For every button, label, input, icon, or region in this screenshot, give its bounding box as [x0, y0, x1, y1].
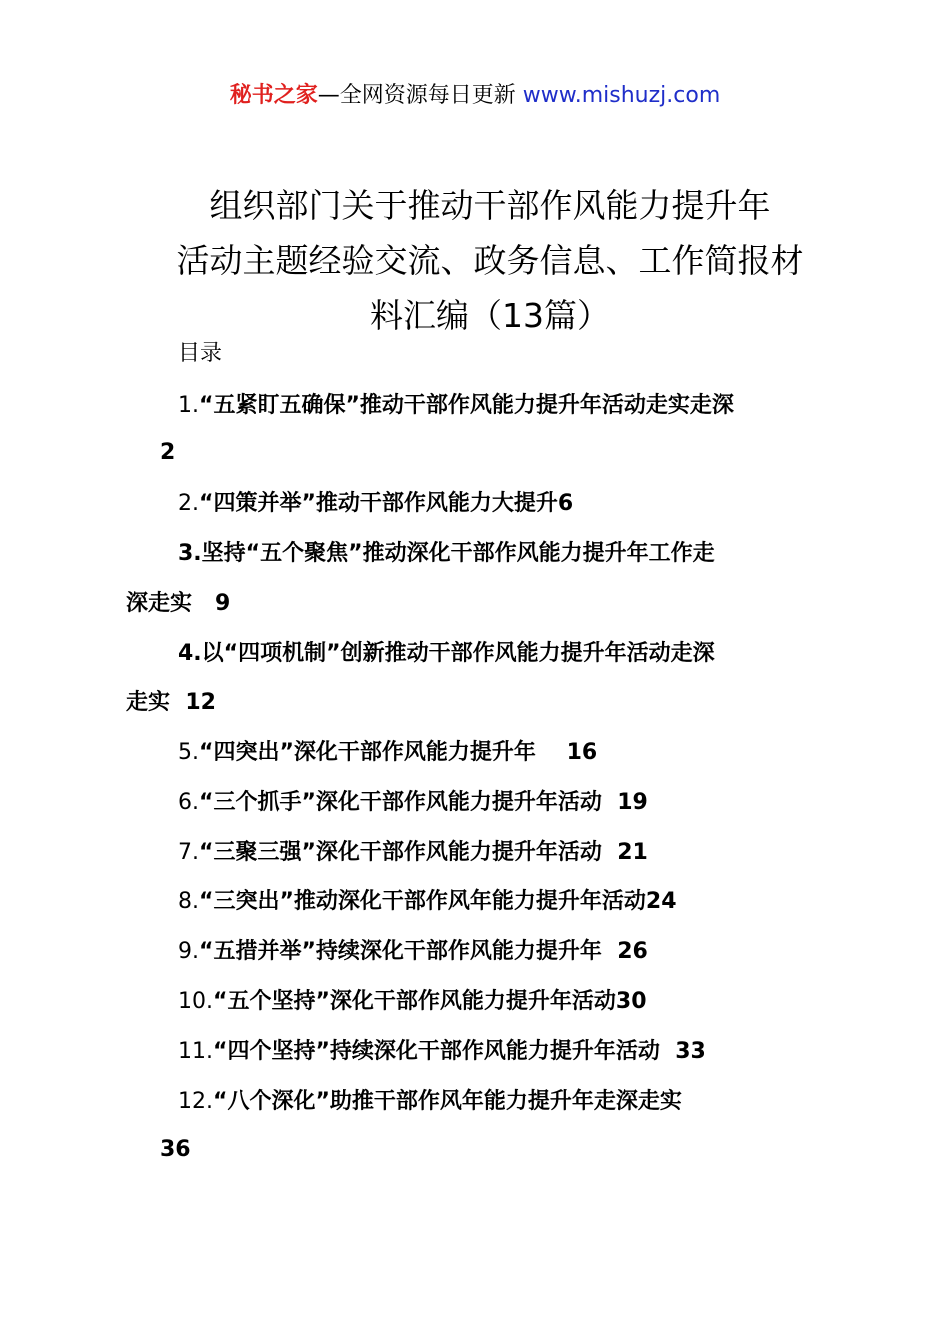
toc-entry-title: “四突出”深化干部作风能力提升年 [199, 740, 536, 765]
toc-entry-4-continued [126, 687, 216, 719]
toc-entry-title: “三个抓手”深化干部作风能力提升年活动 [199, 790, 602, 815]
toc-entry-number: 8. [178, 889, 199, 914]
toc-entry-10[interactable] [178, 986, 647, 1018]
toc-entry-page: 21 [617, 840, 648, 865]
site-url-link[interactable]: www.mishuzj.com [522, 83, 721, 108]
toc-entry-number: 3. [178, 541, 202, 566]
toc-entry-title: 以“四项机制”创新推动干部作风能力提升年活动走深 [201, 641, 715, 666]
toc-entry-5[interactable] [178, 737, 597, 769]
toc-entry-title: “三突出”推动深化干部作风年能力提升年活动 [199, 889, 646, 914]
toc-entry-page: 19 [617, 790, 648, 815]
title-line-2: 活动主题经验交流、政务信息、工作简报材 [176, 241, 804, 280]
toc-entry-11[interactable] [178, 1036, 706, 1068]
toc-heading: 目录 [178, 341, 223, 366]
toc-entry-page: 24 [645, 889, 677, 914]
toc-entry-page: 12 [185, 690, 216, 715]
toc-entry-number: 2. [178, 491, 199, 516]
toc-entry-1[interactable] [178, 390, 734, 422]
toc-entry-8[interactable] [178, 886, 677, 918]
toc-entry-title: “四个坚持”持续深化干部作风能力提升年活动 [213, 1039, 660, 1064]
toc-entry-page: 16 [566, 740, 598, 765]
toc-entry-number: 5. [178, 740, 199, 765]
toc-entry-number: 4. [178, 641, 202, 666]
toc-entry-number: 12. [178, 1089, 213, 1114]
toc-entry-12[interactable] [178, 1086, 682, 1118]
site-brand: 秘书之家 [229, 83, 318, 108]
toc-entry-number: 6. [178, 790, 199, 815]
toc-entry-page: 30 [615, 989, 647, 1014]
toc-entry-title: “五紧盯五确保”推动干部作风能力提升年活动走实走深 [199, 393, 734, 418]
toc-entry-9[interactable] [178, 936, 648, 968]
toc-entry-12-page-line [160, 1134, 191, 1166]
toc-entry-title-continued: 深走实 [126, 591, 193, 616]
site-header [0, 80, 950, 112]
toc-entry-number: 10. [178, 989, 213, 1014]
toc-entry-6[interactable] [178, 787, 648, 819]
document-title [130, 178, 850, 343]
toc-entry-number: 9. [178, 939, 199, 964]
toc-entry-page: 26 [617, 939, 648, 964]
toc-entry-2[interactable] [178, 488, 573, 520]
toc-entry-title: “八个深化”助推干部作风年能力提升年走深走实 [213, 1089, 682, 1114]
toc-entry-title: “四策并举”推动干部作风能力大提升 [199, 491, 558, 516]
toc-entry-title: “三聚三强”深化干部作风能力提升年活动 [199, 840, 602, 865]
toc-entry-page: 36 [160, 1137, 191, 1162]
toc-entry-1-page-line [160, 437, 175, 469]
toc-entry-4[interactable] [178, 638, 715, 670]
toc-entry-number: 11. [178, 1039, 213, 1064]
title-line-3: 料汇编（13篇） [370, 296, 610, 335]
toc-entry-page: 9 [215, 591, 231, 616]
title-line-1: 组织部门关于推动干部作风能力提升年 [209, 186, 771, 225]
toc-entry-7[interactable] [178, 837, 648, 869]
site-tagline: —全网资源每日更新 [317, 83, 523, 108]
toc-entry-title: “五措并举”持续深化干部作风能力提升年 [199, 939, 602, 964]
toc-entry-page: 6 [557, 491, 574, 516]
toc-entry-title: “五个坚持”深化干部作风能力提升年活动 [213, 989, 616, 1014]
toc-entry-number: 1. [178, 393, 199, 418]
toc-entry-title-continued: 走实 [126, 690, 171, 715]
toc-entry-3[interactable] [178, 538, 715, 570]
toc-entry-3-continued [126, 588, 230, 620]
toc-entry-number: 7. [178, 840, 199, 865]
toc-entry-page: 2 [160, 440, 176, 465]
toc-entry-title: 坚持“五个聚焦”推动深化干部作风能力提升年工作走 [201, 541, 715, 566]
toc-entry-page: 33 [675, 1039, 706, 1064]
